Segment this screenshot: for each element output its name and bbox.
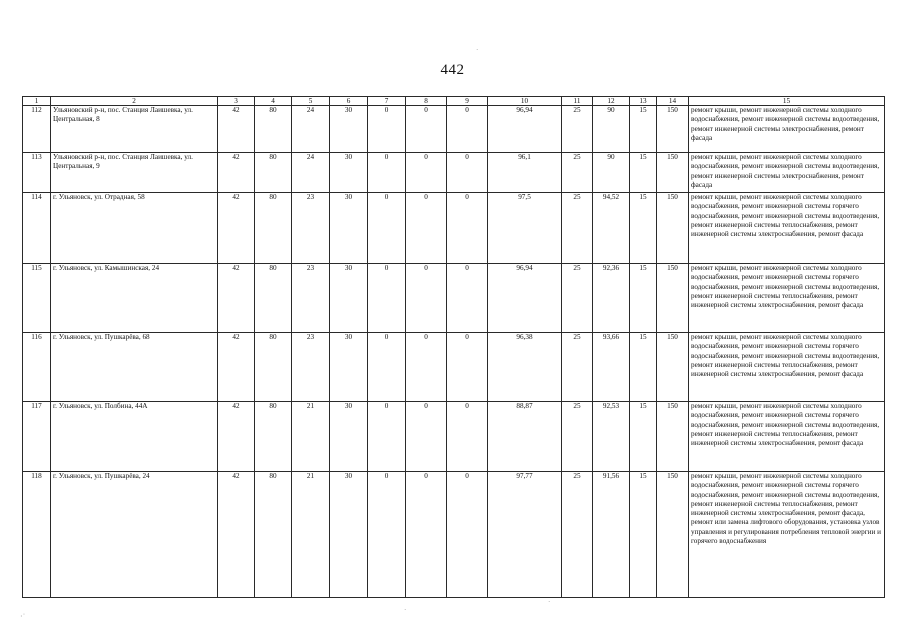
value-cell: 42 — [218, 402, 255, 472]
column-header: 7 — [368, 97, 406, 106]
works-cell: ремонт крыши, ремонт инженерной системы холодного водоснабжения, ремонт инженерной системы горячего водоснабжения, ремонт инженерной системы водоотведения, ремонт инженерной системы теплоснабжения, ремонт инженерной системы электроснабжения, ремонт фасада — [689, 193, 885, 264]
value-cell: 80 — [255, 193, 292, 264]
value-cell: 23 — [292, 193, 330, 264]
value-cell: 0 — [447, 333, 488, 402]
value-cell: 15 — [630, 264, 657, 333]
value-cell: 30 — [330, 333, 368, 402]
value-cell: 23 — [292, 333, 330, 402]
value-cell: 0 — [447, 264, 488, 333]
value-cell: 90 — [593, 106, 630, 153]
value-cell: 15 — [630, 153, 657, 193]
address-cell: Ульяновский р-н, пос. Станция Лаишевка, ул. Центральная, 8 — [51, 106, 218, 153]
value-cell: 15 — [630, 193, 657, 264]
value-cell: 88,87 — [488, 402, 562, 472]
value-cell: 42 — [218, 472, 255, 598]
column-header: 10 — [488, 97, 562, 106]
value-cell: 0 — [447, 472, 488, 598]
value-cell: 42 — [218, 153, 255, 193]
value-cell: 80 — [255, 264, 292, 333]
value-cell: 15 — [630, 402, 657, 472]
scan-speck: · — [548, 598, 551, 606]
value-cell: 80 — [255, 402, 292, 472]
value-cell: 150 — [657, 264, 689, 333]
value-cell: 42 — [218, 106, 255, 153]
column-header: 6 — [330, 97, 368, 106]
value-cell: 42 — [218, 333, 255, 402]
value-cell: 0 — [406, 472, 447, 598]
row-number: 117 — [23, 402, 51, 472]
table-row — [23, 106, 885, 153]
header-row — [23, 97, 885, 106]
row-number: 118 — [23, 472, 51, 598]
value-cell: 42 — [218, 264, 255, 333]
value-cell: 25 — [562, 106, 593, 153]
column-header: 15 — [689, 97, 885, 106]
value-cell: 150 — [657, 153, 689, 193]
address-cell: г. Ульяновск, ул. Пушкарёва, 24 — [51, 472, 218, 598]
value-cell: 25 — [562, 153, 593, 193]
value-cell: 150 — [657, 402, 689, 472]
column-header: 11 — [562, 97, 593, 106]
value-cell: 23 — [292, 264, 330, 333]
value-cell: 15 — [630, 106, 657, 153]
value-cell: 21 — [292, 472, 330, 598]
value-cell: 24 — [292, 106, 330, 153]
value-cell: 30 — [330, 402, 368, 472]
value-cell: 24 — [292, 153, 330, 193]
row-number: 114 — [23, 193, 51, 264]
column-header: 1 — [23, 97, 51, 106]
value-cell: 0 — [368, 106, 406, 153]
value-cell: 0 — [406, 193, 447, 264]
value-cell: 93,66 — [593, 333, 630, 402]
value-cell: 94,52 — [593, 193, 630, 264]
value-cell: 30 — [330, 264, 368, 333]
column-header: 5 — [292, 97, 330, 106]
scan-speck: ·˙ — [20, 612, 26, 621]
value-cell: 80 — [255, 106, 292, 153]
value-cell: 0 — [406, 264, 447, 333]
value-cell: 150 — [657, 333, 689, 402]
value-cell: 92,36 — [593, 264, 630, 333]
value-cell: 0 — [406, 402, 447, 472]
building-registry-table — [22, 96, 885, 598]
address-cell: г. Ульяновск, ул. Отрадная, 58 — [51, 193, 218, 264]
page-number: 442 — [440, 62, 465, 78]
row-number: 112 — [23, 106, 51, 153]
value-cell: 150 — [657, 472, 689, 598]
table-row — [23, 472, 885, 598]
works-cell: ремонт крыши, ремонт инженерной системы холодного водоснабжения, ремонт инженерной системы водоотведения, ремонт инженерной системы электроснабжения, ремонт фасада — [689, 153, 885, 193]
works-cell: ремонт крыши, ремонт инженерной системы холодного водоснабжения, ремонт инженерной системы водоотведения, ремонт инженерной системы электроснабжения, ремонт фасада — [689, 106, 885, 153]
value-cell: 0 — [368, 402, 406, 472]
value-cell: 150 — [657, 106, 689, 153]
value-cell: 0 — [447, 402, 488, 472]
works-cell: ремонт крыши, ремонт инженерной системы холодного водоснабжения, ремонт инженерной системы горячего водоснабжения, ремонт инженерной системы водоотведения, ремонт инженерной системы теплоснабжения, ремонт инженерной системы электроснабжения, ремонт фасада, ремонт или замена лифтового оборудования, установка узлов управления и регулирования потребления тепловой энергии и горячего водоснабжения — [689, 472, 885, 598]
address-cell: г. Ульяновск, ул. Пушкарёва, 68 — [51, 333, 218, 402]
value-cell: 25 — [562, 264, 593, 333]
column-header: 4 — [255, 97, 292, 106]
value-cell: 0 — [368, 193, 406, 264]
value-cell: 96,38 — [488, 333, 562, 402]
value-cell: 97,77 — [488, 472, 562, 598]
value-cell: 90 — [593, 153, 630, 193]
value-cell: 96,94 — [488, 106, 562, 153]
value-cell: 0 — [368, 333, 406, 402]
column-header: 9 — [447, 97, 488, 106]
value-cell: 97,5 — [488, 193, 562, 264]
works-cell: ремонт крыши, ремонт инженерной системы холодного водоснабжения, ремонт инженерной системы горячего водоснабжения, ремонт инженерной системы водоотведения, ремонт инженерной системы теплоснабжения, ремонт инженерной системы электроснабжения, ремонт фасада — [689, 264, 885, 333]
row-number: 113 — [23, 153, 51, 193]
address-cell: г. Ульяновск, ул. Камышинская, 24 — [51, 264, 218, 333]
table-row — [23, 333, 885, 402]
works-cell: ремонт крыши, ремонт инженерной системы холодного водоснабжения, ремонт инженерной системы горячего водоснабжения, ремонт инженерной системы водоотведения, ремонт инженерной системы теплоснабжения, ремонт инженерной системы электроснабжения, ремонт фасада — [689, 333, 885, 402]
row-number: 115 — [23, 264, 51, 333]
value-cell: 15 — [630, 472, 657, 598]
works-cell: ремонт крыши, ремонт инженерной системы холодного водоснабжения, ремонт инженерной системы горячего водоснабжения, ремонт инженерной системы водоотведения, ремонт инженерной системы теплоснабжения, ремонт инженерной системы электроснабжения, ремонт фасада — [689, 402, 885, 472]
value-cell: 30 — [330, 106, 368, 153]
address-cell: Ульяновский р-н, пос. Станция Лаишевка, ул. Центральная, 9 — [51, 153, 218, 193]
value-cell: 80 — [255, 472, 292, 598]
column-header: 3 — [218, 97, 255, 106]
column-header: 2 — [51, 97, 218, 106]
value-cell: 25 — [562, 402, 593, 472]
table-row — [23, 193, 885, 264]
value-cell: 0 — [447, 153, 488, 193]
value-cell: 0 — [368, 153, 406, 193]
table-row — [23, 264, 885, 333]
column-header: 8 — [406, 97, 447, 106]
column-header: 14 — [657, 97, 689, 106]
value-cell: 0 — [368, 472, 406, 598]
value-cell: 0 — [447, 106, 488, 153]
value-cell: 0 — [406, 153, 447, 193]
address-cell: г. Ульяновск, ул. Полбина, 44А — [51, 402, 218, 472]
value-cell: 96,94 — [488, 264, 562, 333]
scan-speck: · — [476, 46, 479, 54]
value-cell: 25 — [562, 333, 593, 402]
value-cell: 0 — [447, 193, 488, 264]
value-cell: 91,56 — [593, 472, 630, 598]
value-cell: 30 — [330, 153, 368, 193]
value-cell: 150 — [657, 193, 689, 264]
value-cell: 80 — [255, 153, 292, 193]
value-cell: 30 — [330, 472, 368, 598]
value-cell: 30 — [330, 193, 368, 264]
value-cell: 25 — [562, 472, 593, 598]
value-cell: 80 — [255, 333, 292, 402]
table-row — [23, 153, 885, 193]
value-cell: 96,1 — [488, 153, 562, 193]
value-cell: 21 — [292, 402, 330, 472]
value-cell: 0 — [368, 264, 406, 333]
value-cell: 0 — [406, 333, 447, 402]
value-cell: 15 — [630, 333, 657, 402]
value-cell: 0 — [406, 106, 447, 153]
column-header: 12 — [593, 97, 630, 106]
value-cell: 92,53 — [593, 402, 630, 472]
column-header: 13 — [630, 97, 657, 106]
row-number: 116 — [23, 333, 51, 402]
value-cell: 25 — [562, 193, 593, 264]
table-row — [23, 402, 885, 472]
scan-speck: · — [404, 606, 407, 614]
value-cell: 42 — [218, 193, 255, 264]
